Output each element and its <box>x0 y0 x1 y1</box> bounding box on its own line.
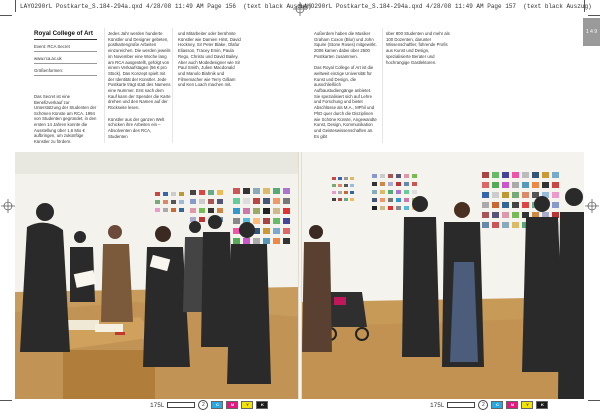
slug-left: LAYO290rL Postkarte_S.184-294a.qxd 4/28/08 11:49 AM Page 156 (text black Auszug) <box>20 3 312 10</box>
sidebar-body: Das Secret ist eine Benefizverkauf zur Unterstützung der Studenten der Schönen Künste am RCA. 1994 von Studenten gegründet, in den ersten 14 Jahren konnte die Ausstellung über 1,6 Mio € aufbringen, um zukünftige Künstler zu fördern. <box>34 94 97 144</box>
footer-right <box>430 401 548 409</box>
paragraph: Das Royal College of Art ist die weltweit einzige Universität für Kunst und Design, die ausschließlich Aufbaustudiengänge anbietet. Sie spezialisiert sich auf Lehre und Forschung und bietet Abschlüsse als M.A., MPhil und PhD quer durch die Disziplinen wie Schöne Künste, Angewandte Kunst, Design, Kommunikation und Geisteswissenschaften an. Es gibt <box>314 65 377 139</box>
text-column-1 <box>108 31 172 145</box>
footer-label-right: 175L <box>430 401 445 409</box>
gallery-photo-right <box>302 152 584 399</box>
paragraph: über 800 Studenten und mehr als 100 Dozenten, darunter Wissenschaftler, führende Profis aus Kunst und Design, spezialisierte Berater und hochrangige Gastlektoren. <box>386 31 450 65</box>
swatch-magenta: M <box>506 401 518 409</box>
sidebar-web: www.rca.ac.uk <box>34 56 97 64</box>
page-circle: 2 <box>198 400 208 410</box>
crop-mark-tr-h <box>588 15 600 16</box>
sidebar-event: Event: RCA Secret <box>34 44 97 52</box>
info-sidebar <box>34 30 97 144</box>
column-rule <box>382 28 383 143</box>
footer-left <box>150 401 268 409</box>
text-column-4 <box>386 31 450 71</box>
paragraph: Jedes Jahr werden hunderte Künstler und Designer gebeten, postkartengroße Arbeiten einzureichen. Die werden jeweils im November eine Woche lang am RCA ausgestellt, gefolgt von einem Verkaufstagen (56 € pro Stück). Das Konzept spielt mit der Identität der Künstler. Jede Postkarte trägt statt des Namens eine Nummer. Erst nach dem Kauf kann der Spender die Karte drehen und den Namen auf der Rückseite lesen. <box>108 31 171 111</box>
swatch-black: K <box>536 401 548 409</box>
footer-bar <box>167 402 195 408</box>
swatch-yellow: Y <box>521 401 533 409</box>
page-circle: 2 <box>478 400 488 410</box>
swatch-cyan: C <box>491 401 503 409</box>
swatch-black: K <box>256 401 268 409</box>
swatch-yellow: Y <box>241 401 253 409</box>
sidebar-title: Royal College of Art <box>34 30 97 40</box>
paragraph: Außerdem haben die Musiker Graham Coxon (Blur) und John Squire (Stone Roses) mitgewirkt. 2006 kamen dabei über 2500 Postkarten zusammen. <box>314 31 377 59</box>
registration-mark-top <box>293 2 307 16</box>
swatch-cyan: C <box>211 401 223 409</box>
gallery-photo-left <box>15 152 298 399</box>
crop-mark-tl-h <box>0 15 12 16</box>
registration-mark-right <box>585 199 599 213</box>
swatch-magenta: M <box>226 401 238 409</box>
footer-bar <box>447 402 475 408</box>
crop-mark-br-h <box>588 400 600 401</box>
paragraph: und Mitarbeiter oder berühmte Künstler wie Damien Hirst, David Hockney, Sir Peter Blake, Olafur Eliasson, Tracey Emin, Paula Rego, Christo und David Bailey. Aber auch Modedesigner wie Sir Paul Smith, Julien Macdonald und Manolo Blahnik und Filmemacher wie Terry Gilliam und Ken Loach machen mit. <box>178 31 241 88</box>
slug-right: LAYO290rL Postkarte_S.184-294a.qxd 4/28/08 11:49 AM Page 157 (text black Auszug) <box>300 3 592 10</box>
crop-mark-bl-h <box>0 400 12 401</box>
registration-mark-left <box>1 199 15 213</box>
sidebar-format: Größenformen: <box>34 68 97 76</box>
column-rule <box>104 28 105 143</box>
crop-mark-tr-v <box>584 0 585 12</box>
text-column-2 <box>178 31 242 94</box>
column-rule <box>172 28 173 143</box>
paragraph: Künstler aus der ganzen Welt schicken ihre Arbeiten ein – Absolventen des RCA, Studenten <box>108 116 165 139</box>
crop-mark-tl-v <box>15 0 16 12</box>
text-column-3 <box>314 31 378 145</box>
footer-label-left: 175L <box>150 401 165 409</box>
page-number-tab: 1 4 9 <box>583 18 600 46</box>
